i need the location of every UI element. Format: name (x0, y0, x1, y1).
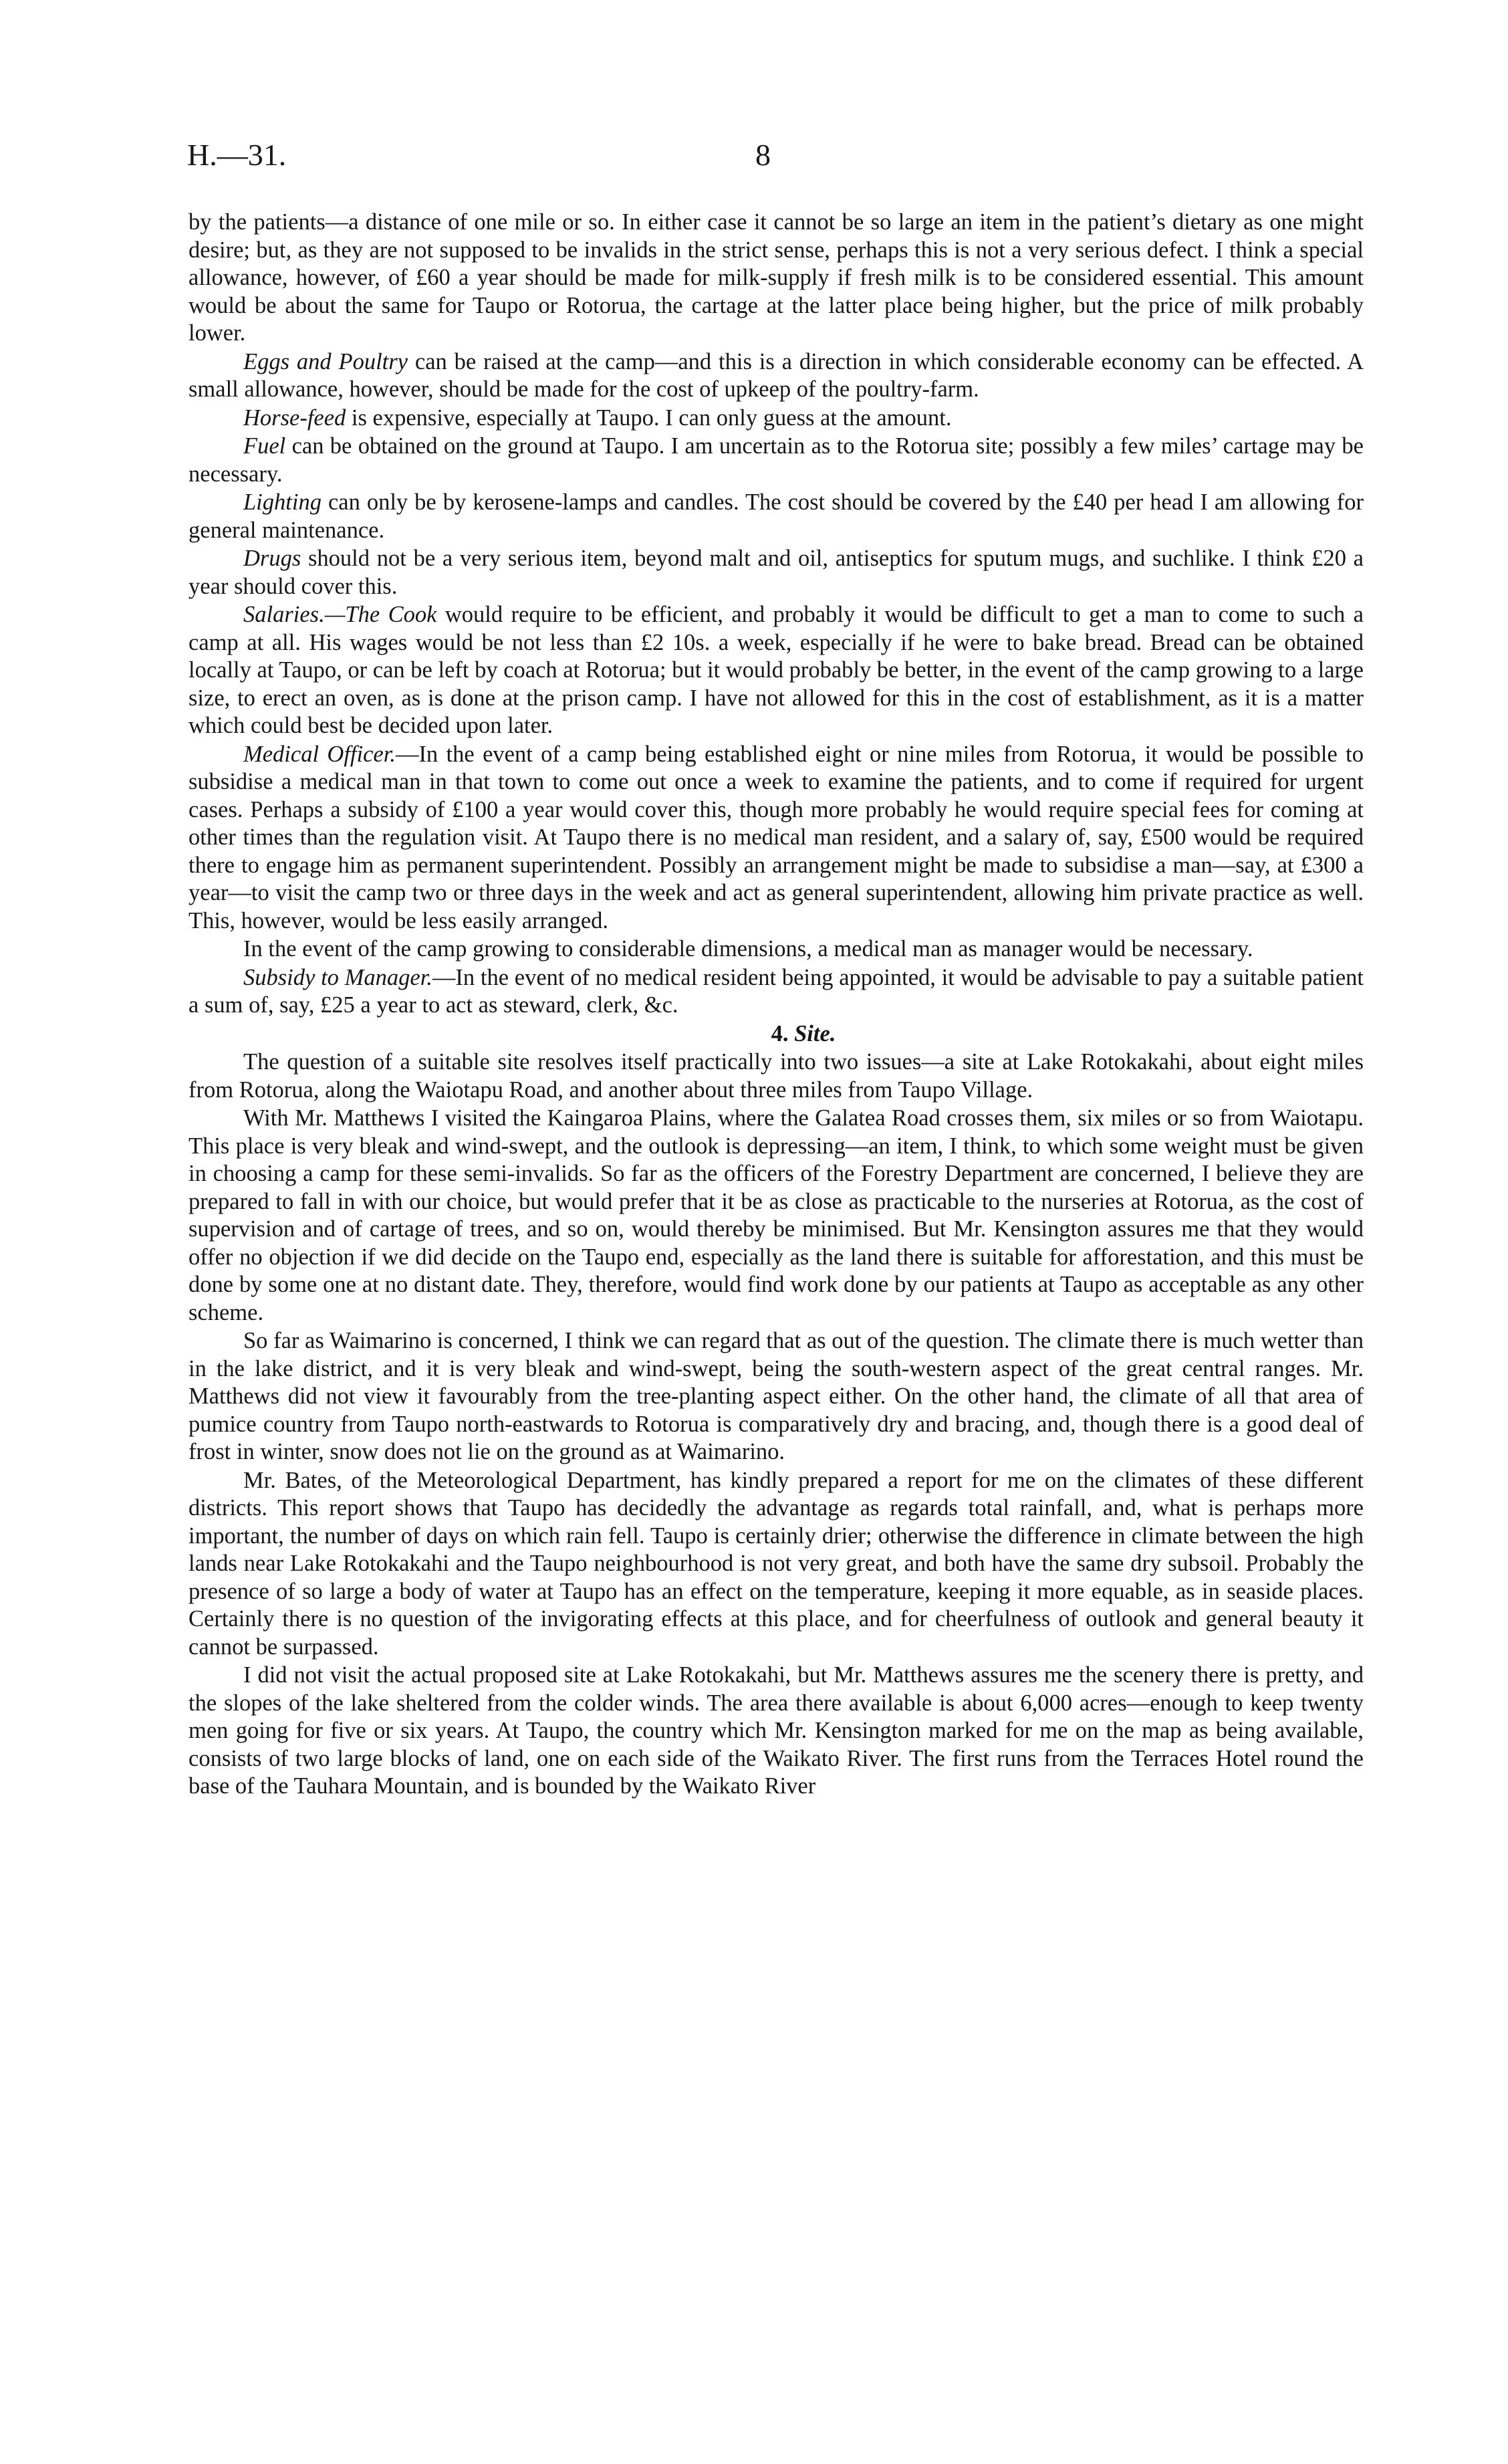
site-paragraph: The question of a suitable site resolves itself practically into two issues—a site at Lake Rotokakahi, about eight miles from Rotorua, along the Waiotapu Road, and another about three miles from Taupo Village. (188, 1049, 1364, 1103)
paragraph-lead: Fuel (243, 433, 286, 459)
paragraph-subsidy-manager (188, 964, 1364, 1020)
paragraph-lead: Eggs and Poultry (243, 348, 408, 374)
paragraph-salaries (188, 601, 1364, 740)
site-paragraph: With Mr. Matthews I visited the Kaingaroa Plains, where the Galatea Road crosses them, six miles or so from Waiotapu. This place is very bleak and wind-swept, and the outlook is depressing—an item, I think, to which some weight must be given in choosing a camp for these semi-invalids. So far as the officers of the Forestry Department are concerned, I believe they are prepared to fall in with our choice, but would prefer that it be as close as practicable to the nurseries at Rotorua, as the cost of supervision and of cartage of trees, and so on, would thereby be minimised. But Mr. Kensington assures me that they would offer no objection if we did decide on the Taupo end, especially as the land there is suitable for afforestation, and this must be done by some one at no distant date. They, therefore, would find work done by our patients at Taupo as acceptable as any other scheme. (188, 1105, 1364, 1325)
paragraph-horse-feed (188, 405, 1364, 433)
paragraph-lead: Salaries.—The Cook (243, 602, 437, 627)
paragraph-lead: Medical Officer. (243, 741, 396, 767)
paragraph-fuel (188, 433, 1364, 488)
paragraph-lead: Subsidy to Manager. (243, 964, 432, 990)
site-paragraph: Mr. Bates, of the Meteorological Department, has kindly prepared a report for me on the climates of these different districts. This report shows that Taupo has decidedly the advantage as regards total rainfall, and, what is perhaps more important, the number of days on which rain fell. Taupo is certainly drier; otherwise the difference in climate between the high lands near Lake Rotokakahi and the Taupo neighbourhood is not very great, and both have the same dry subsoil. Probably the presence of so large a body of water at Taupo has an effect on the temperature, keeping it more equable, as in seaside places. Certainly there is no question of the invigorating effects at this place, and for cheerfulness of outlook and general beauty it cannot be surpassed. (188, 1467, 1364, 1660)
site-paragraph: So far as Waimarino is concerned, I think we can regard that as out of the question. The climate there is much wetter than in the lake district, and it is very bleak and wind-swept, being the south-western aspect of the great central ranges. Mr. Matthews did not view it favourably from the tree-planting aspect either. On the other hand, the climate of all that area of pumice country from Taupo north-eastwards to Rotorua is comparatively dry and bracing, and, though there is a good deal of frost in winter, snow does not lie on the ground as at Waimarino. (188, 1328, 1364, 1464)
paragraph-text: —In the event of a camp being established eight or nine miles from Rotorua, it would be possible to subsidise a medical man in that town to come out once a week to examine the patients, and to come if required for urgent cases. Perhaps a subsidy of £100 a year would cover this, though more probably he would require special fees for coming at other times than the regulation visit. At Taupo there is no medical man resident, and a salary of, say, £500 would be required there to engage him as permanent superintendent. Possibly an arrangement might be made to subsidise a man—say, at £300 a year—to visit the camp two or three days in the week and act as general superintendent, allowing him private practice as well. This, however, would be less easily arranged. (188, 741, 1364, 933)
paragraph-text: can only be by kerosene-lamps and candles. The cost should be covered by the £40 per head I am allowing for general maintenance. (188, 489, 1364, 543)
paragraph-medical-officer (188, 741, 1364, 935)
document-reference: H.—31. (187, 138, 287, 172)
paragraph-text: is expensive, especially at Taupo. I can only guess at the amount. (346, 405, 952, 431)
paragraph-text: should not be a very serious item, beyond malt and oil, antiseptics for sputum mugs, and suchlike. I think £20 a year should cover this. (188, 546, 1364, 599)
paragraph-text: can be raised at the camp—and this is a direction in which considerable economy can be effected. A small allowance, however, should be made for the cost of upkeep of the poultry-farm. (188, 348, 1364, 402)
paragraph-camp-growing: In the event of the camp growing to considerable dimensions, a medical man as manager would be necessary. (243, 936, 1253, 962)
page-number: 8 (755, 138, 771, 172)
paragraph-lead: Drugs (243, 546, 301, 571)
paragraph-lead: Lighting (243, 489, 322, 515)
paragraph-drugs (188, 545, 1364, 600)
section-heading (188, 1020, 1364, 1048)
paragraph-text: would require to be efficient, and probably it would be difficult to get a man to come to such a camp at all. His wages would be not less than £2 10s. a week, especially if he were to bake bread. Bread can be obtained locally at Taupo, or can be left by coach at Rotorua; but it would probably be better, in the event of the camp growing to a large size, to erect an oven, as is done at the prison camp. I have not allowed for this in the cost of establishment, as it is a matter which could best be decided upon later. (188, 602, 1364, 738)
intro-paragraph: by the patients—a distance of one mile or so. In either case it cannot be so large an item in the patient’s dietary as one might desire; but, as they are not supposed to be invalids in the strict sense, perhaps this is not a very serious defect. I think a special allowance, however, of £60 a year should be made for milk-supply if fresh milk is to be considered essential. This amount would be about the same for Taupo or Rotorua, the cartage at the latter place being higher, but the price of milk probably lower. (188, 209, 1364, 346)
section-number: 4. (771, 1020, 789, 1046)
site-paragraph: I did not visit the actual proposed site at Lake Rotokakahi, but Mr. Matthews assures me the scenery there is pretty, and the slopes of the lake sheltered from the colder winds. The area there available is about 6,000 acres—enough to keep twenty men going for five or six years. At Taupo, the country which Mr. Kensington marked for me on the map as being available, consists of two large blocks of land, one on each side of the Waikato River. The first runs from the Terraces Hotel round the base of the Tauhara Mountain, and is bounded by the Waikato River (188, 1662, 1364, 1799)
paragraph-text: —In the event of no medical resident being appointed, it would be advisable to pay a suitable patient a sum of, say, £25 a year to act as steward, clerk, &c. (188, 964, 1364, 1018)
section-title: Site. (794, 1020, 836, 1046)
paragraph-text: can be obtained on the ground at Taupo. I am uncertain as to the Rotorua site; possibly a few miles’ cartage may be necessary. (188, 433, 1364, 487)
page-header (187, 137, 1364, 177)
paragraph-lighting (188, 489, 1364, 544)
document-body (188, 209, 1364, 1801)
paragraph-eggs-poultry (188, 348, 1364, 404)
paragraph-lead: Horse-feed (243, 405, 346, 431)
